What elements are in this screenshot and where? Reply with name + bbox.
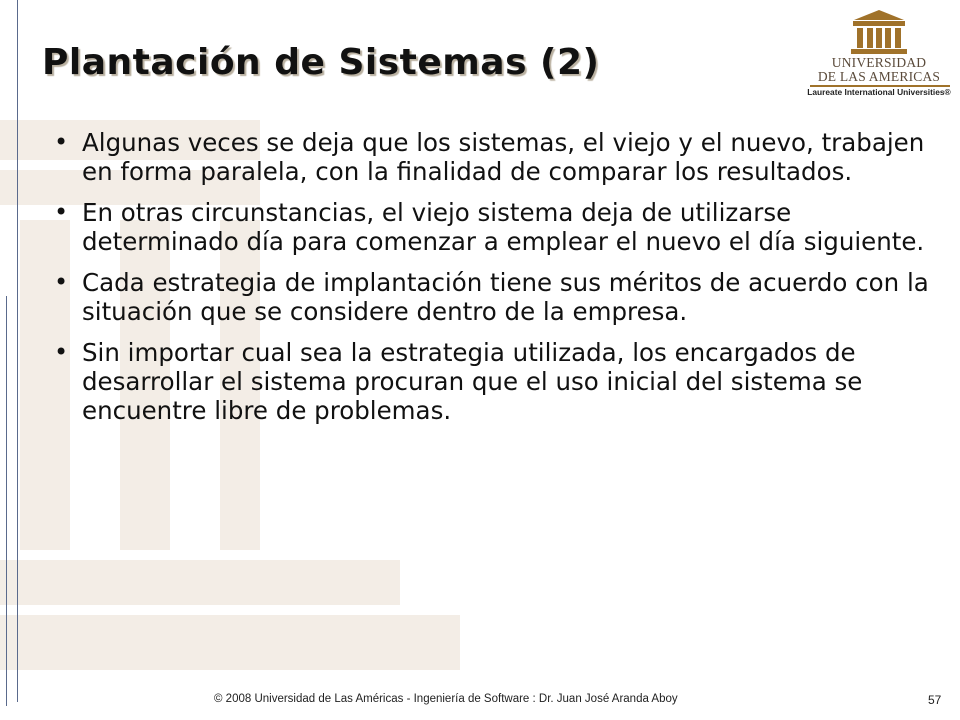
bullet-item bbox=[52, 198, 932, 256]
bullet-item bbox=[52, 268, 932, 326]
footer-copyright: © 2008 Universidad de Las Américas - Ingeniería de Software : Dr. Juan José Aranda Aboy bbox=[214, 693, 678, 705]
slide-title: Plantación de Sistemas (2) bbox=[42, 42, 600, 83]
bullet-marker: • bbox=[54, 128, 69, 156]
bullet-item bbox=[52, 128, 932, 186]
bullet-text: Cada estrategia de implantación tiene sus méritos de acuerdo con la situación que se considere dentro de la empresa. bbox=[82, 268, 929, 326]
bullet-item bbox=[52, 338, 932, 425]
bullet-list bbox=[52, 128, 932, 437]
university-logo bbox=[806, 8, 952, 102]
bullet-marker: • bbox=[54, 198, 69, 226]
logo-text-line1: UNIVERSIDAD bbox=[831, 55, 927, 70]
left-rule bbox=[17, 0, 18, 702]
bullet-marker: • bbox=[54, 338, 69, 366]
bullet-text: Algunas veces se deja que los sistemas, el viejo y el nuevo, trabajen en forma paralela, con la finalidad de comparar los resultados. bbox=[82, 128, 925, 186]
page-number: 57 bbox=[928, 693, 942, 707]
logo-text-line3: Laureate International Universities® bbox=[807, 87, 951, 97]
logo-text-line2: DE LAS AMERICAS bbox=[817, 69, 941, 84]
left-rule-secondary bbox=[6, 296, 7, 706]
bullet-text: En otras circunstancias, el viejo sistema deja de utilizarse determinado día para comenzar a emplear el nuevo el día siguiente. bbox=[82, 198, 925, 256]
bullet-text: Sin importar cual sea la estrategia utilizada, los encargados de desarrollar el sistema procuran que el uso inicial del sistema se encuentre libre de problemas. bbox=[82, 338, 863, 425]
temple-icon bbox=[846, 8, 912, 56]
bullet-marker: • bbox=[54, 268, 69, 296]
